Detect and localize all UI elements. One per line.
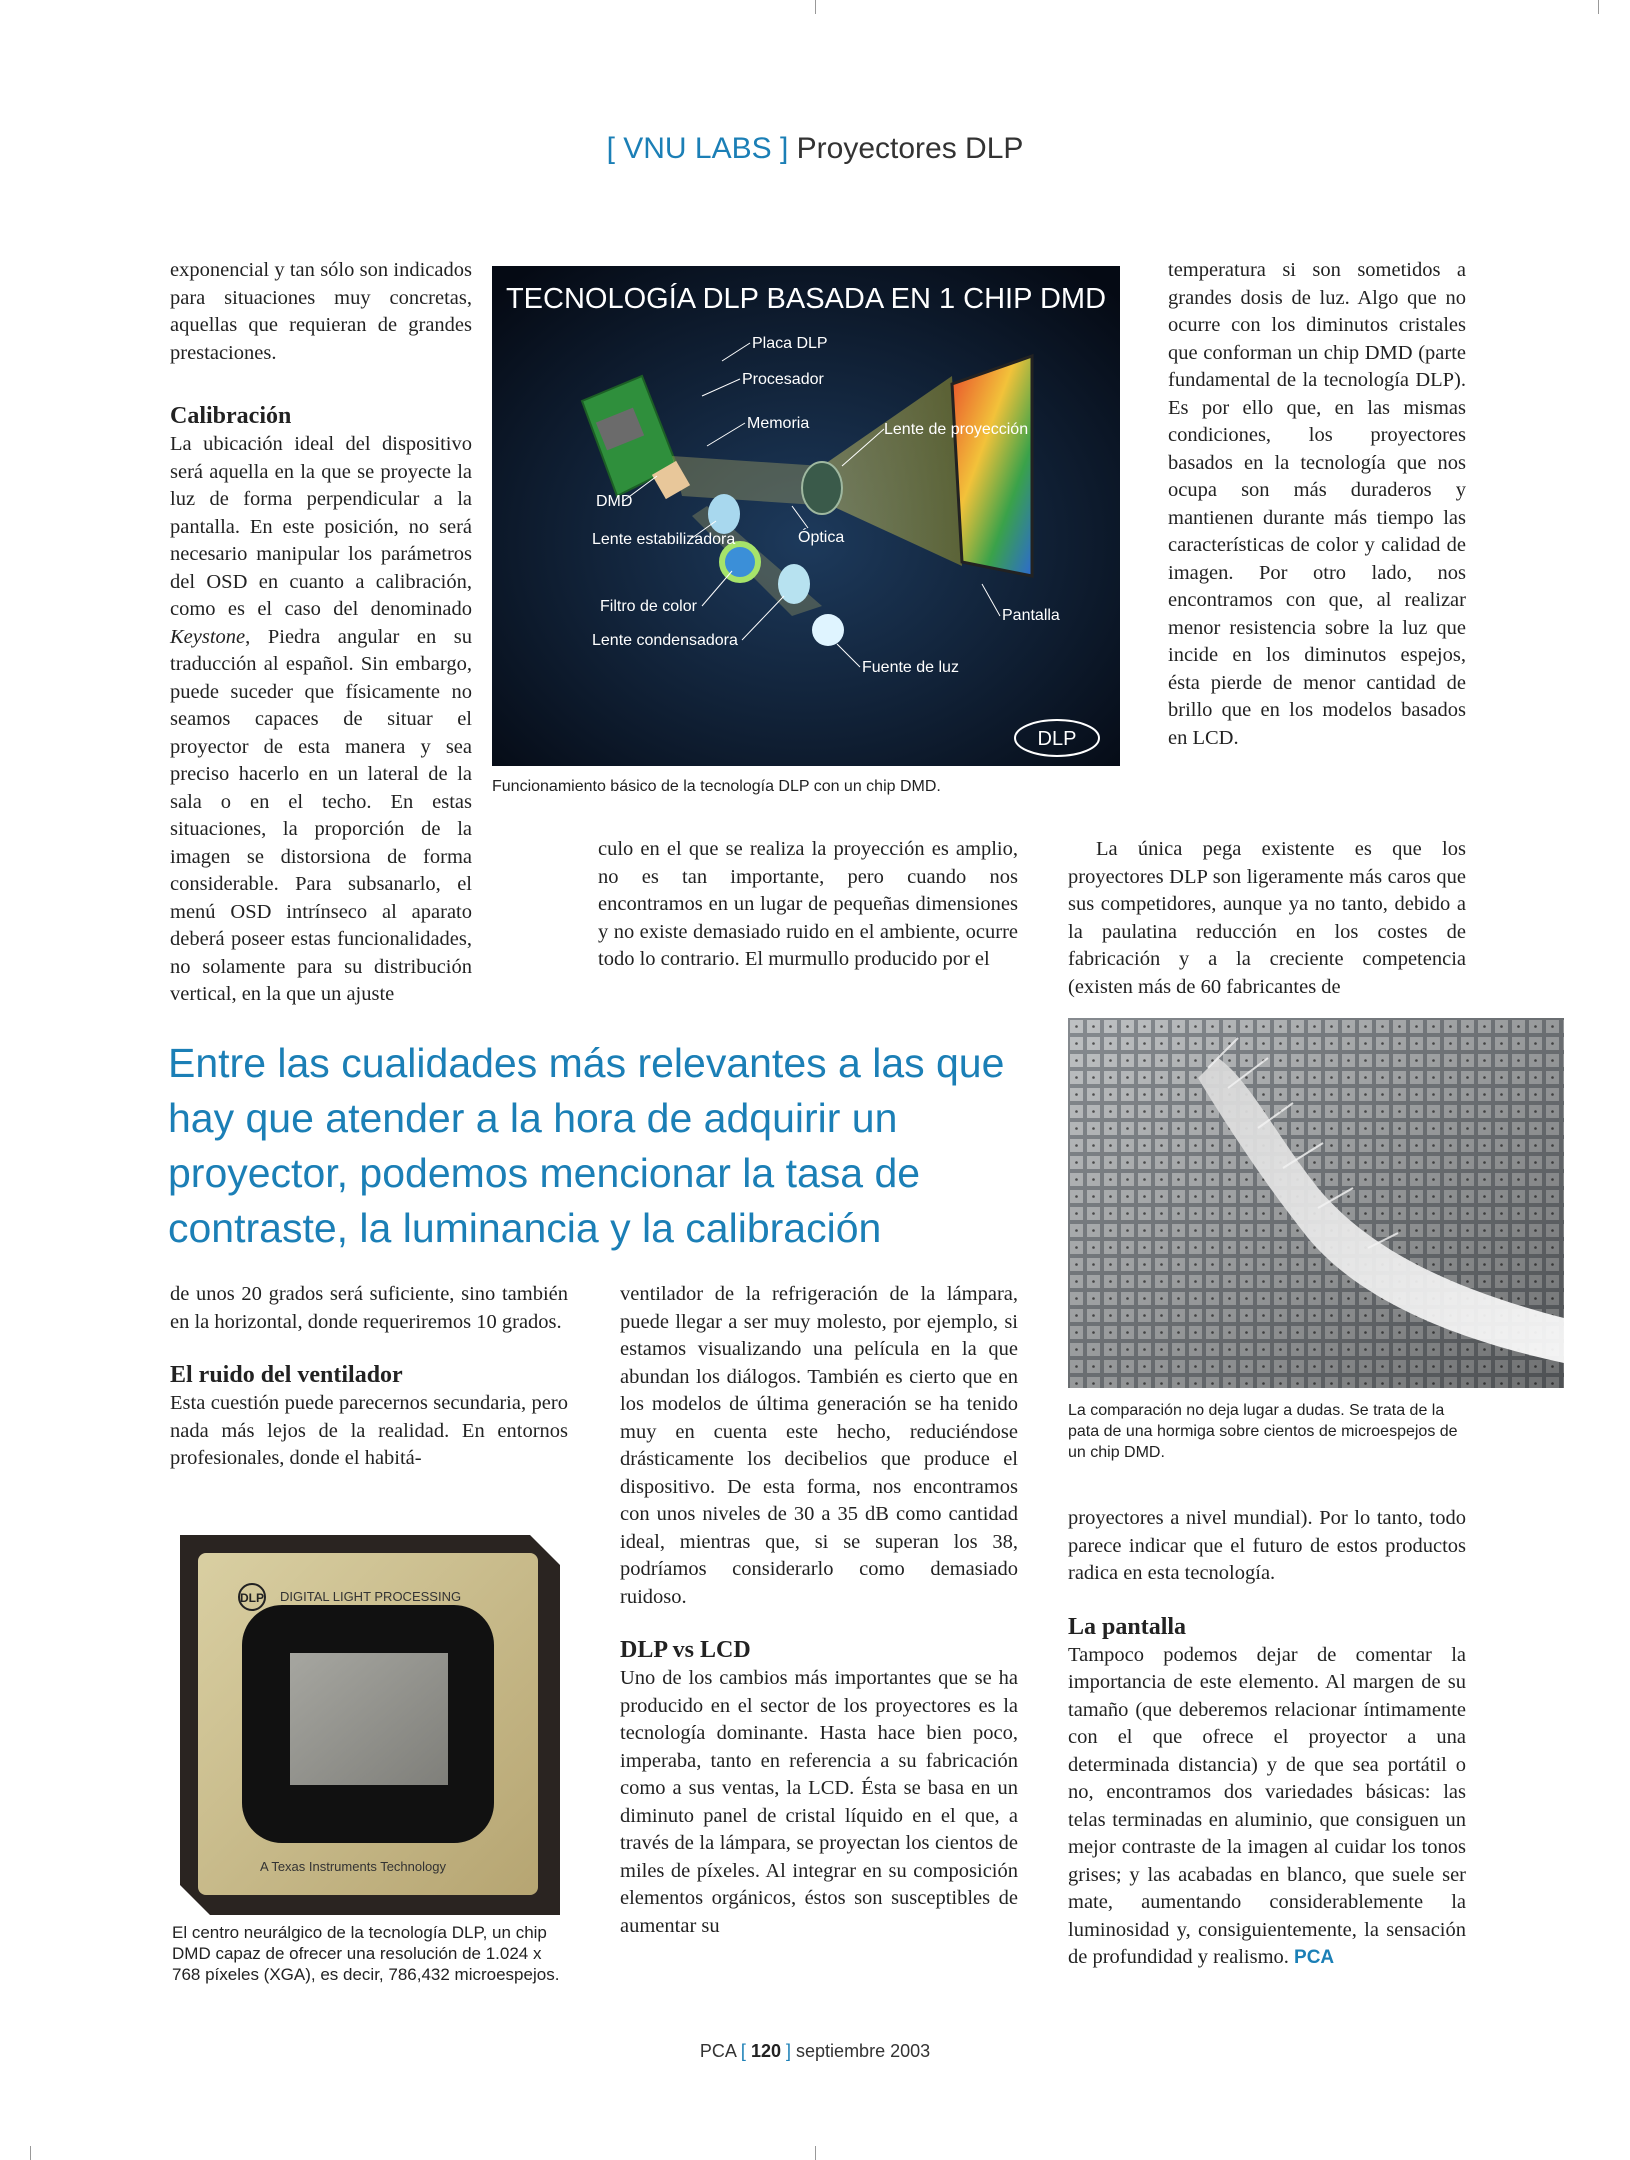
- column-3-top: [1168, 257, 1466, 752]
- figure-caption: La comparación no deja lugar a dudas. Se trata de la pata de una hormiga sobre cientos de microespejos de un chip DMD.: [1068, 1402, 1458, 1461]
- label-fuente: Fuente de luz: [862, 659, 959, 676]
- mirror-array: [290, 1653, 448, 1785]
- label-memoria: Memoria: [747, 415, 810, 432]
- optics-lens: [708, 494, 740, 534]
- figure-caption: El centro neurálgico de la tecnología DLP, un chip DMD capaz de ofrecer una resolución de 1.024 x 768 píxeles (XGA), es decir, 786,432 microespejos.: [172, 1923, 560, 1984]
- keystone-term: Keystone: [170, 625, 246, 648]
- condenser-lens: [778, 564, 810, 604]
- page-footer: PCA [ 120 ] septiembre 2003: [699, 2041, 931, 2061]
- heading-pantalla: La pantalla: [1068, 1613, 1187, 1640]
- micromirror-figure: [1068, 1018, 1564, 1461]
- paragraph: exponencial y tan sólo son indicados para situaciones muy concretas, aquellas que requieran de grandes prestaciones.: [170, 259, 472, 364]
- heading-ruido: El ruido del ventilador: [170, 1362, 403, 1388]
- projection-lens: [802, 462, 842, 514]
- paragraph: Tampoco podemos dejar de comentar la importancia de este elemento. Al margen de su tamaño (que deberemos relacionar íntimamente con el que ofrece el proyector a una determinada distancia) y de que sea portátil o no, encontramos dos variedades básicas: las telas terminadas en aluminio, que consiguen un mejor contraste de la imagen al cuidar los tonos grises; y las acabadas en blanco, que suele ser mate, aumentando considerablemente la luminosidad y, consiguientemente, la sensación de profundidad y realismo. PCA: [1068, 1643, 1466, 1968]
- label-optica: Óptica: [798, 529, 845, 546]
- micromirror-photo: [1068, 1018, 1564, 1388]
- column-3-top-b: [1068, 836, 1466, 1001]
- footer-publication: PCA: [699, 2041, 736, 2061]
- paragraph: de unos 20 grados será suficiente, sino también en la horizontal, donde requeriremos 10 grados.: [170, 1283, 568, 1333]
- screen-shape: [952, 356, 1032, 576]
- label-pantalla: Pantalla: [1002, 607, 1060, 624]
- page-title: Proyectores DLP: [796, 132, 1024, 165]
- label-filtro: Filtro de color: [600, 598, 697, 615]
- crop-mark: [815, 0, 816, 14]
- dmd-chip-photo: [180, 1535, 560, 1915]
- column-1-bottom: [170, 1281, 568, 1473]
- footer-date: septiembre 2003: [796, 2041, 931, 2061]
- dlp-logo-text: DLP: [1037, 728, 1077, 750]
- paragraph: ventilador de la refrigeración de la lámpara, puede llegar a ser muy molesto, por ejemplo, si estamos visualizando una película en la que abundan los diálogos. También es cierto que en los modelos de última generación se ha tenido muy en cuenta este hecho, reduciéndose drásticamente los decibelios que produce el dispositivo. De esta forma, nos encontramos con unos niveles de 30 a 35 dB como cantidad ideal, mientras que, si se superan los 38, podríamos considerarlo como demasiado ruidoso.: [620, 1283, 1018, 1608]
- label-lente-condensadora: Lente condensadora: [592, 632, 738, 649]
- pull-quote: Entre las cualidades más relevantes a las que hay que atender a la hora de adquirir un proyector, podemos mencionar la tasa de contraste, la luminancia y la calibración: [168, 1040, 1005, 1251]
- label-placa: Placa DLP: [752, 335, 828, 352]
- column-2-top: [598, 836, 1018, 974]
- label-lente-estabilizadora: Lente estabilizadora: [592, 531, 736, 548]
- chip-brand-text: DLP: [240, 1591, 264, 1605]
- paragraph: proyectores a nivel mundial). Por lo tanto, todo parece indicar que el futuro de estos productos radica en esta tecnología.: [1068, 1507, 1466, 1584]
- chip-top-text: DIGITAL LIGHT PROCESSING: [280, 1589, 462, 1604]
- heading-calibracion: Calibración: [170, 403, 292, 429]
- diagram-title: TECNOLOGÍA DLP BASADA EN 1 CHIP DMD: [505, 283, 1107, 315]
- paragraph: culo en el que se realiza la proyección es amplio, no es tan importante, pero cuando nos encontramos en un lugar de pequeñas dimensiones y no existe demasiado ruido en el ambiente, ocurre todo lo contrario. El murmullo producido por el: [598, 838, 1018, 970]
- label-dmd: DMD: [596, 493, 633, 510]
- crop-mark: [30, 2146, 31, 2160]
- section-tag: [ VNU LABS ]: [606, 132, 789, 165]
- crop-mark: [1598, 0, 1599, 14]
- dlp-diagram: [492, 266, 1120, 766]
- crop-mark: [815, 2146, 816, 2160]
- column-2-bottom: [620, 1281, 1018, 1940]
- color-filter-wheel: [722, 544, 758, 580]
- figure-caption: Funcionamiento básico de la tecnología DLP con un chip DMD.: [492, 778, 941, 795]
- label-lente-proyeccion: Lente de proyección: [884, 421, 1029, 438]
- page-number: 120: [750, 2041, 781, 2061]
- paragraph: La única pega existente es que los proyectores DLP son ligeramente más caros que sus competidores, aunque ya no tanto, debido a la paulatina reducción en los costes de fabricación y a la creciente competencia (existen más de 60 fabricantes de: [1068, 838, 1466, 998]
- light-source: [812, 614, 844, 646]
- end-mark: PCA: [1294, 1947, 1335, 1968]
- paragraph: Esta cuestión puede parecernos secundaria, pero nada más lejos de la realidad. En entornos profesionales, donde el habitá-: [170, 1392, 568, 1469]
- paragraph-calibracion: La ubicación ideal del dispositivo será aquella en la que se proyecte la luz de forma perpendicular a la pantalla. En este posición, no será necesario manipular los parámetros del OSD en cuanto a calibración, como es el caso del denominado Keystone, Piedra angular en su traducción al español. Sin embargo, puede suceder que físicamente no seamos capaces de situar el proyector de esta manera y sea preciso hacerlo en un lateral de la sala o en el techo. En estas situaciones, la proporción de la imagen se distorsiona de forma considerable. Para subsanarlo, el menú OSD intrínseco al aparato deberá poseer estas funcionalidades, no solamente para su distribución vertical, en la que un ajuste: [170, 433, 472, 1005]
- paragraph: temperatura si son sometidos a grandes dosis de luz. Algo que no ocurre con los diminutos cristales que conforman un chip DMD (parte fundamental de la tecnología DLP). Es por ello que, en las mismas condiciones, los proyectores basados en la tecnología que nos ocupa son más duraderos y mantienen durante más tiempo las características de color y calidad de imagen. Por otro lado, nos encontramos con que, al realizar menor resistencia sobre la luz que incide en los diminutos espejos, ésta pierde de menor cantidad de brillo que en los modelos basados en LCD.: [1168, 259, 1466, 749]
- heading-dlp-vs-lcd: DLP vs LCD: [620, 1637, 751, 1663]
- column-3-bottom: [1068, 1505, 1466, 1972]
- column-1-top: [170, 257, 472, 1009]
- dmd-chip-figure: [172, 1535, 560, 1984]
- page-header: [0, 132, 1630, 166]
- dlp-diagram-figure: [492, 266, 1120, 795]
- label-procesador: Procesador: [742, 371, 824, 388]
- chip-bottom-text: A Texas Instruments Technology: [260, 1859, 446, 1874]
- paragraph: Uno de los cambios más importantes que se ha producido en el sector de los proyectores es la tecnología dominante. Hasta hace bien poco, imperaba, tanto en referencia a su fabricación como a sus ventas, la LCD. Ésta se basa en un diminuto panel de cristal líquido en el que, a través de la lámpara, se proyectan los cientos de miles de píxeles. Al integrar en su composición elementos orgánicos, éstos son susceptibles de aumentar su: [620, 1667, 1018, 1937]
